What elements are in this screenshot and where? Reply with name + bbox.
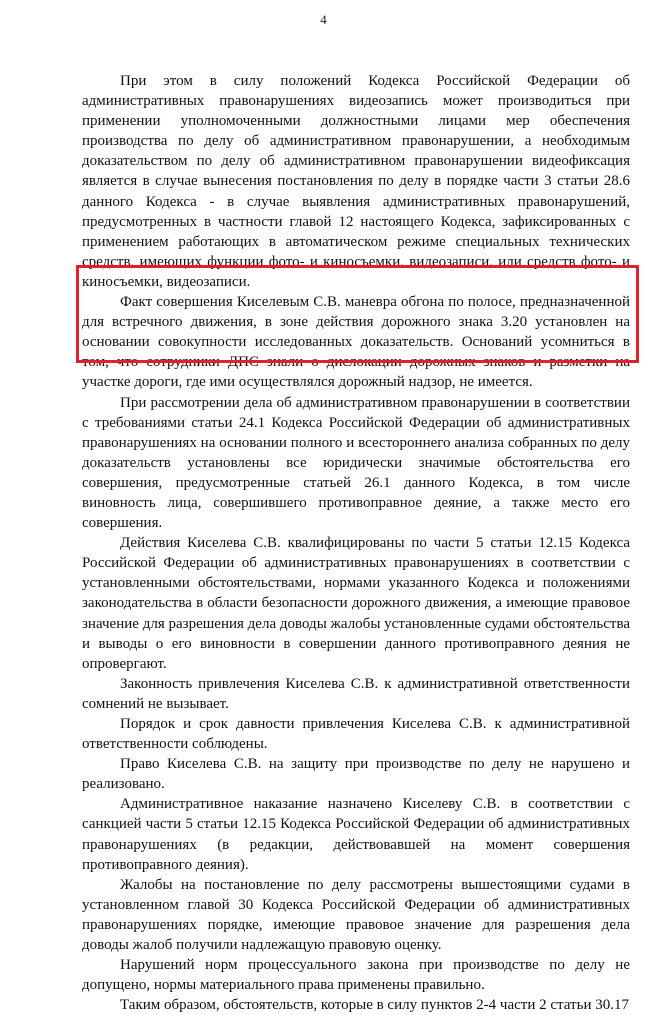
- paragraph-overtaking-fact: Факт совершения Киселевым С.В. маневра обгона по полосе, предназначенной для встречного движения, в зоне действия дорожного знака 3.20 установлен на основании совокупности исследованных доказательств. Оснований усомниться в том, что сотрудники ДПС знали о дислокации дорожных знаков и разметки на участке дороги, где ими осуществлялся дорожный надзор, не имеется.: [82, 294, 630, 391]
- paragraph-video-recording: При этом в силу положений Кодекса Российской Федерации об административных правонарушениях видеозапись может производиться при применении уполномоченными должностными лицами мер обеспечения производства по делу об административном правонарушении, а необходимым доказательством по делу об административном правонарушении видеофиксация является в случае вынесения постановления по делу в порядке части 3 статьи 28.6 данного Кодекса - в случае выявления административных правонарушений, предусмотренных в частности главой 12 настоящего Кодекса, зафиксированных с применением работающих в автоматическом режиме специальных технических средств, имеющих функции фото- и киносъемки, видеозаписи, или средств фото- и киносъемки, видеозаписи.: [82, 73, 630, 290]
- paragraph-case-review: При рассмотрении дела об административном правонарушении в соответствии с требованиями статьи 24.1 Кодекса Российской Федерации об административных правонарушениях на основании полного и всестороннего анализа собранных по делу доказательств установлены все юридически значимые обстоятельства его совершения, предусмотренные статьей 26.1 данного Кодекса, в том числе виновность лица, совершившего противоправное деяние, а также место его совершения.: [82, 394, 630, 532]
- paragraph-procedural-law: Нарушений норм процессуального закона при производстве по делу не допущено, нормы материального права применены правильно.: [82, 957, 630, 994]
- paragraph-conclusion: Таким образом, обстоятельств, которые в силу пунктов 2-4 части 2 статьи 30.17: [120, 997, 629, 1014]
- paragraph-right-to-defense: Право Киселева С.В. на защиту при производстве по делу не нарушено и реализовано.: [82, 756, 630, 793]
- paragraph-qualification: Действия Киселева С.В. квалифицированы по части 5 статьи 12.15 Кодекса Российской Федерации об административных правонарушениях в соответствии с установленными обстоятельствами, нормами указанного Кодекса и положениями законодательства в области безопасности дорожного движения, а имеющие правовое значение для разрешения дела доводы жалобы установленные судами обстоятельства и выводы о его виновности в совершении данного противоправного деяния не опровергают.: [82, 535, 630, 672]
- paragraph-penalty: Административное наказание назначено Киселеву С.В. в соответствии с санкцией части 5 статьи 12.15 Кодекса Российской Федерации об административных правонарушениях (в редакции, действовавшей на момент совершения противоправного деяния).: [82, 796, 630, 873]
- paragraph-legality: Законность привлечения Киселева С.В. к административной ответственности сомнений не вызывает.: [82, 675, 630, 712]
- page-number: 4: [320, 12, 327, 27]
- paragraph-appeals: Жалобы на постановление по делу рассмотрены вышестоящими судами в установленном главой 30 Кодекса Российской Федерации об административных правонарушениях порядке, имеющие правовое значение для разрешения дела доводы жалоб получили надлежащую правовую оценку.: [82, 876, 630, 954]
- paragraph-procedure: Порядок и срок давности привлечения Киселева С.В. к административной ответственности соблюдены.: [82, 716, 630, 753]
- document-body: [82, 71, 630, 1015]
